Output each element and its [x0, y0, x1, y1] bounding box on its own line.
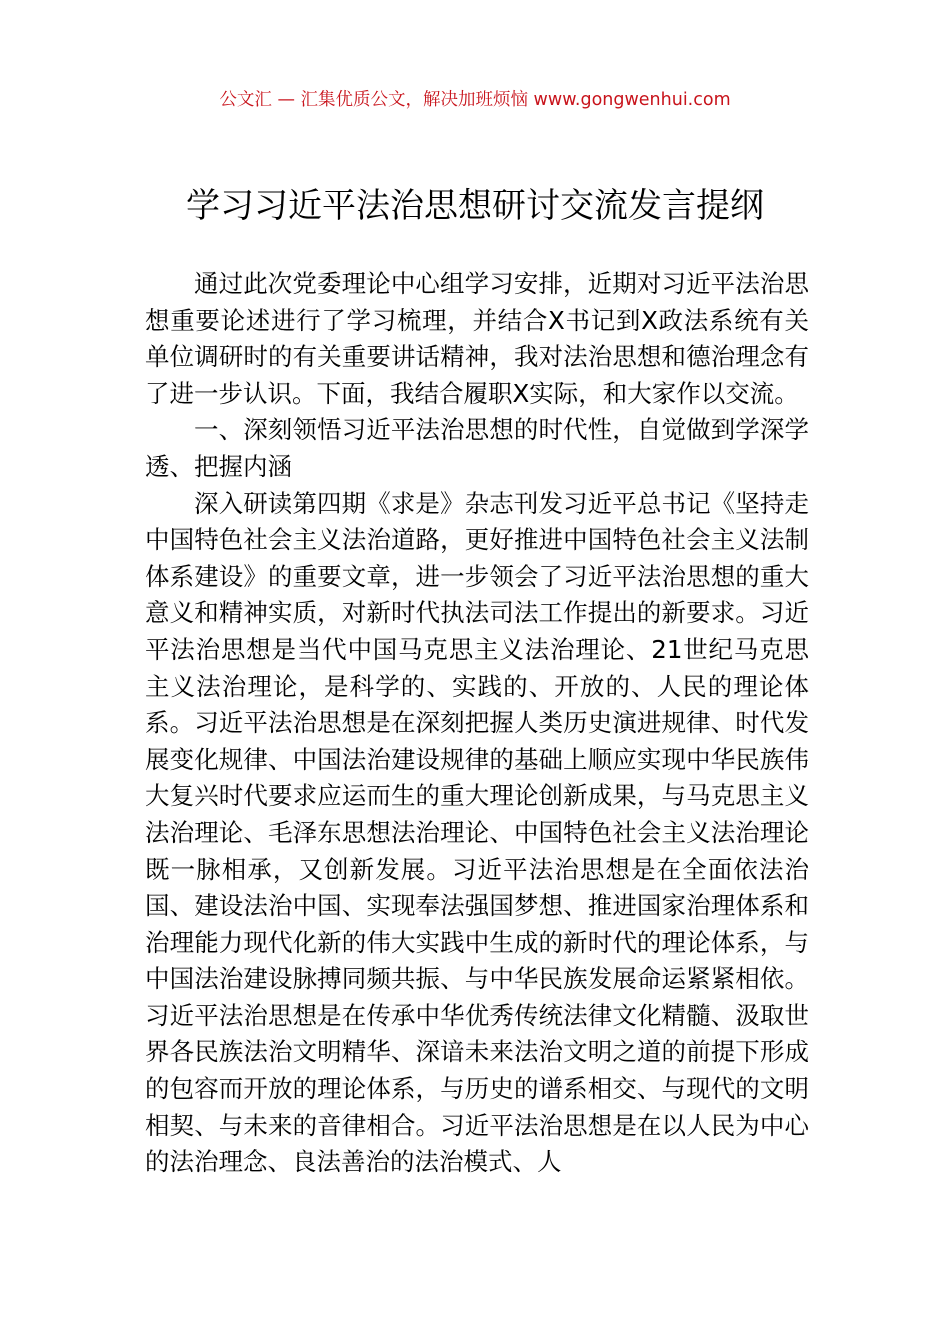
paragraph-intro: 通过此次党委理论中心组学习安排，近期对习近平法治思想重要论述进行了学习梳理，并结合X书记到X政法系统有关单位调研时的有关重要讲话精神，我对法治思想和德治理念有了进一步认识。下面，我结合履职X实际，和大家作以交流。 — [145, 269, 809, 408]
paragraph-body-1: 深入研读第四期《求是》杂志刊发习近平总书记《坚持走中国特色社会主义法治道路，更好推进中国特色社会主义法制体系建设》的重要文章，进一步领会了习近平法治思想的重大意义和精神实质，对新时代执法司法工作提出的新要求。习近平法治思想是当代中国马克思主义法治理论、21世纪马克思主义法治理论，是科学的、实践的、开放的、人民的理论体系。习近平法治思想是在深刻把握人类历史演进规律、时代发展变化规律、中国法治建设规律的基础上顺应实现中华民族伟大复兴时代要求应运而生的重大理论创新成果，与马克思主义法治理论、毛泽东思想法治理论、中国特色社会主义法治理论既一脉相承，又创新发展。习近平法治思想是在全面依法治国、建设法治中国、实现奉法强国梦想、推进国家治理体系和治理能力现代化新的伟大实践中生成的新时代的理论体系，与中国法治建设脉搏同频共振、与中华民族发展命运紧紧相依。习近平法治思想是在传承中华优秀传统法律文化精髓、汲取世界各民族法治文明精华、深谙未来法治文明之道的前提下形成的包容而开放的理论体系，与历史的谱系相交、与现代的文明相契、与未来的音律相合。习近平法治思想是在以人民为中心的法治理念、良法善治的法治模式、人 — [145, 488, 809, 1177]
section-heading-1: 一、深刻领悟习近平法治思想的时代性，自觉做到学深学透、把握内涵 — [145, 415, 809, 481]
document-body — [145, 266, 809, 1181]
header-watermark: 公文汇 — 汇集优质公文，解决加班烦恼 www.gongwenhui.com — [219, 90, 731, 110]
document-title: 学习习近平法治思想研讨交流发言提纲 — [186, 186, 764, 226]
